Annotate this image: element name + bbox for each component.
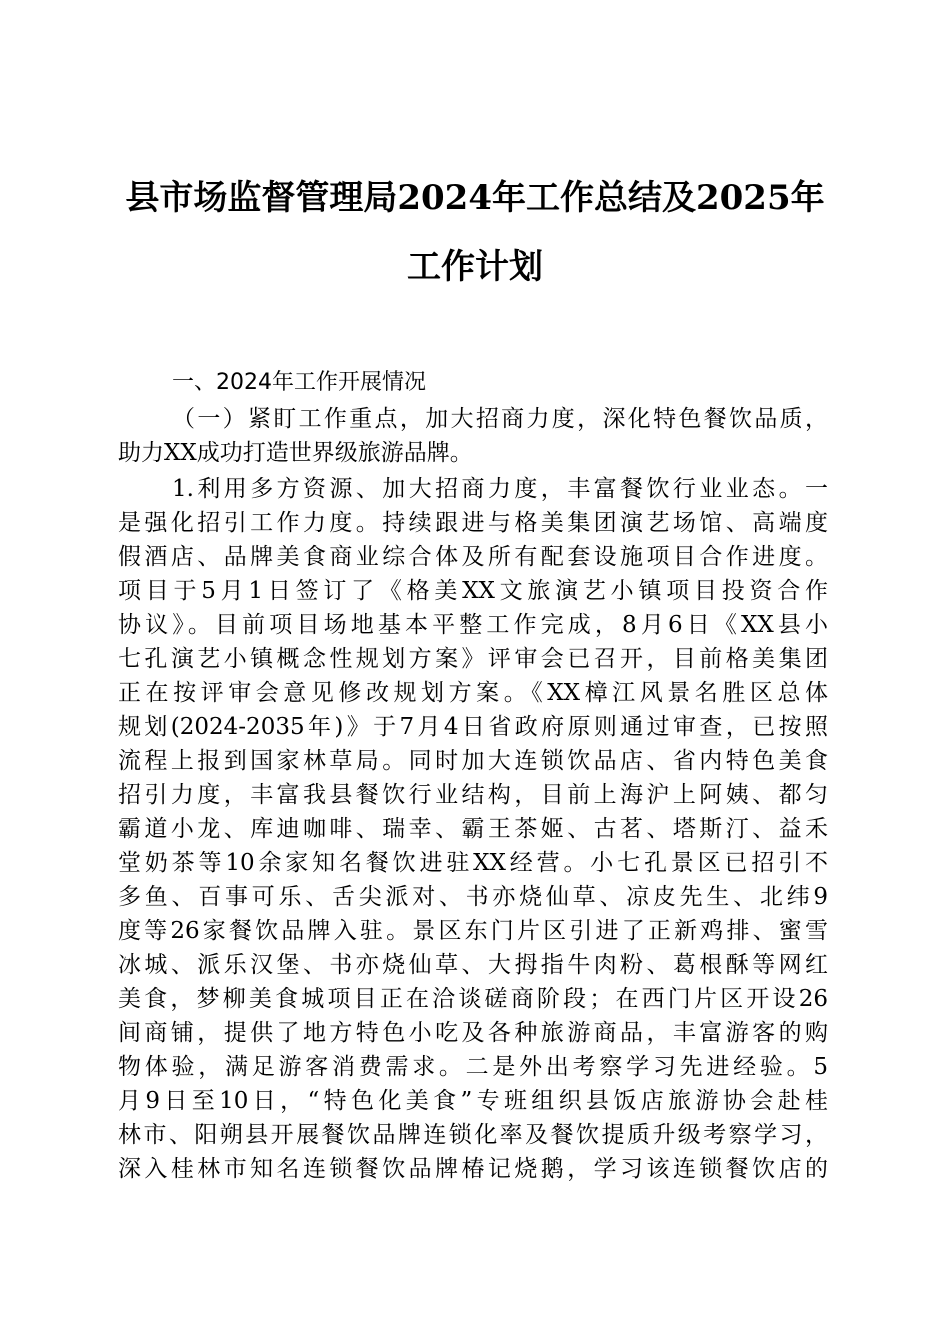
section-heading: 一、2024年工作开展情况 [172, 370, 426, 395]
body-line: 林市、阳朔县开展餐饮品牌连锁化率及餐饮提质升级考察学习， [118, 1122, 828, 1148]
body-line: 多鱼、百事可乐、舌尖派对、书亦烧仙草、凉皮先生、北纬9 [118, 884, 828, 910]
body-line: 深入桂林市知名连锁餐饮品牌椿记烧鹅，学习该连锁餐饮店的 [118, 1156, 828, 1182]
body-line: 1.利用多方资源、加大招商力度，丰富餐饮行业业态。一 [172, 476, 828, 502]
body-line: 是强化招引工作力度。持续跟进与格美集团演艺场馆、高端度 [118, 510, 828, 536]
body-line: 物体验，满足游客消费需求。二是外出考察学习先进经验。5 [118, 1054, 828, 1080]
body-line: 七孔演艺小镇概念性规划方案》评审会已召开，目前格美集团 [118, 646, 828, 672]
body-line: 流程上报到国家林草局。同时加大连锁饮品店、省内特色美食 [118, 748, 828, 774]
body-line: 招引力度，丰富我县餐饮行业结构，目前上海沪上阿姨、都匀 [118, 782, 828, 808]
body-line: 堂奶茶等10余家知名餐饮进驻XX经营。小七孔景区已招引不 [118, 850, 828, 876]
body-line: 正在按评审会意见修改规划方案。《XX樟江风景名胜区总体 [118, 680, 828, 706]
document-title-line-2: 工作计划 [407, 247, 543, 287]
body-line: 项目于5月1日签订了《格美XX文旅演艺小镇项目投资合作 [118, 578, 828, 604]
subsection-heading-line-1: （一）紧盯工作重点，加大招商力度，深化特色餐饮品质， [172, 406, 828, 432]
document-title-line-1: 县市场监督管理局2024年工作总结及2025年 [125, 178, 825, 218]
body-line: 美食，梦柳美食城项目正在洽谈磋商阶段；在西门片区开设26 [118, 986, 828, 1012]
body-line: 冰城、派乐汉堡、书亦烧仙草、大拇指牛肉粉、葛根酥等网红 [118, 952, 828, 978]
body-line: 假酒店、品牌美食商业综合体及所有配套设施项目合作进度。 [118, 544, 828, 570]
body-line: 间商铺，提供了地方特色小吃及各种旅游商品，丰富游客的购 [118, 1020, 828, 1046]
body-line: 协议》。目前项目场地基本平整工作完成，8月6日《XX县小 [118, 612, 828, 638]
body-line: 月9日至10日，“特色化美食”专班组织县饭店旅游协会赴桂 [118, 1088, 828, 1114]
body-line: 度等26家餐饮品牌入驻。景区东门片区引进了正新鸡排、蜜雪 [118, 918, 828, 944]
body-line: 霸道小龙、库迪咖啡、瑞幸、霸王茶姬、古茗、塔斯汀、益禾 [118, 816, 828, 842]
subsection-heading-line-2: 助力XX成功打造世界级旅游品牌。 [118, 440, 473, 466]
body-line: 规划(2024-2035年)》于7月4日省政府原则通过审查，已按照 [118, 714, 828, 740]
